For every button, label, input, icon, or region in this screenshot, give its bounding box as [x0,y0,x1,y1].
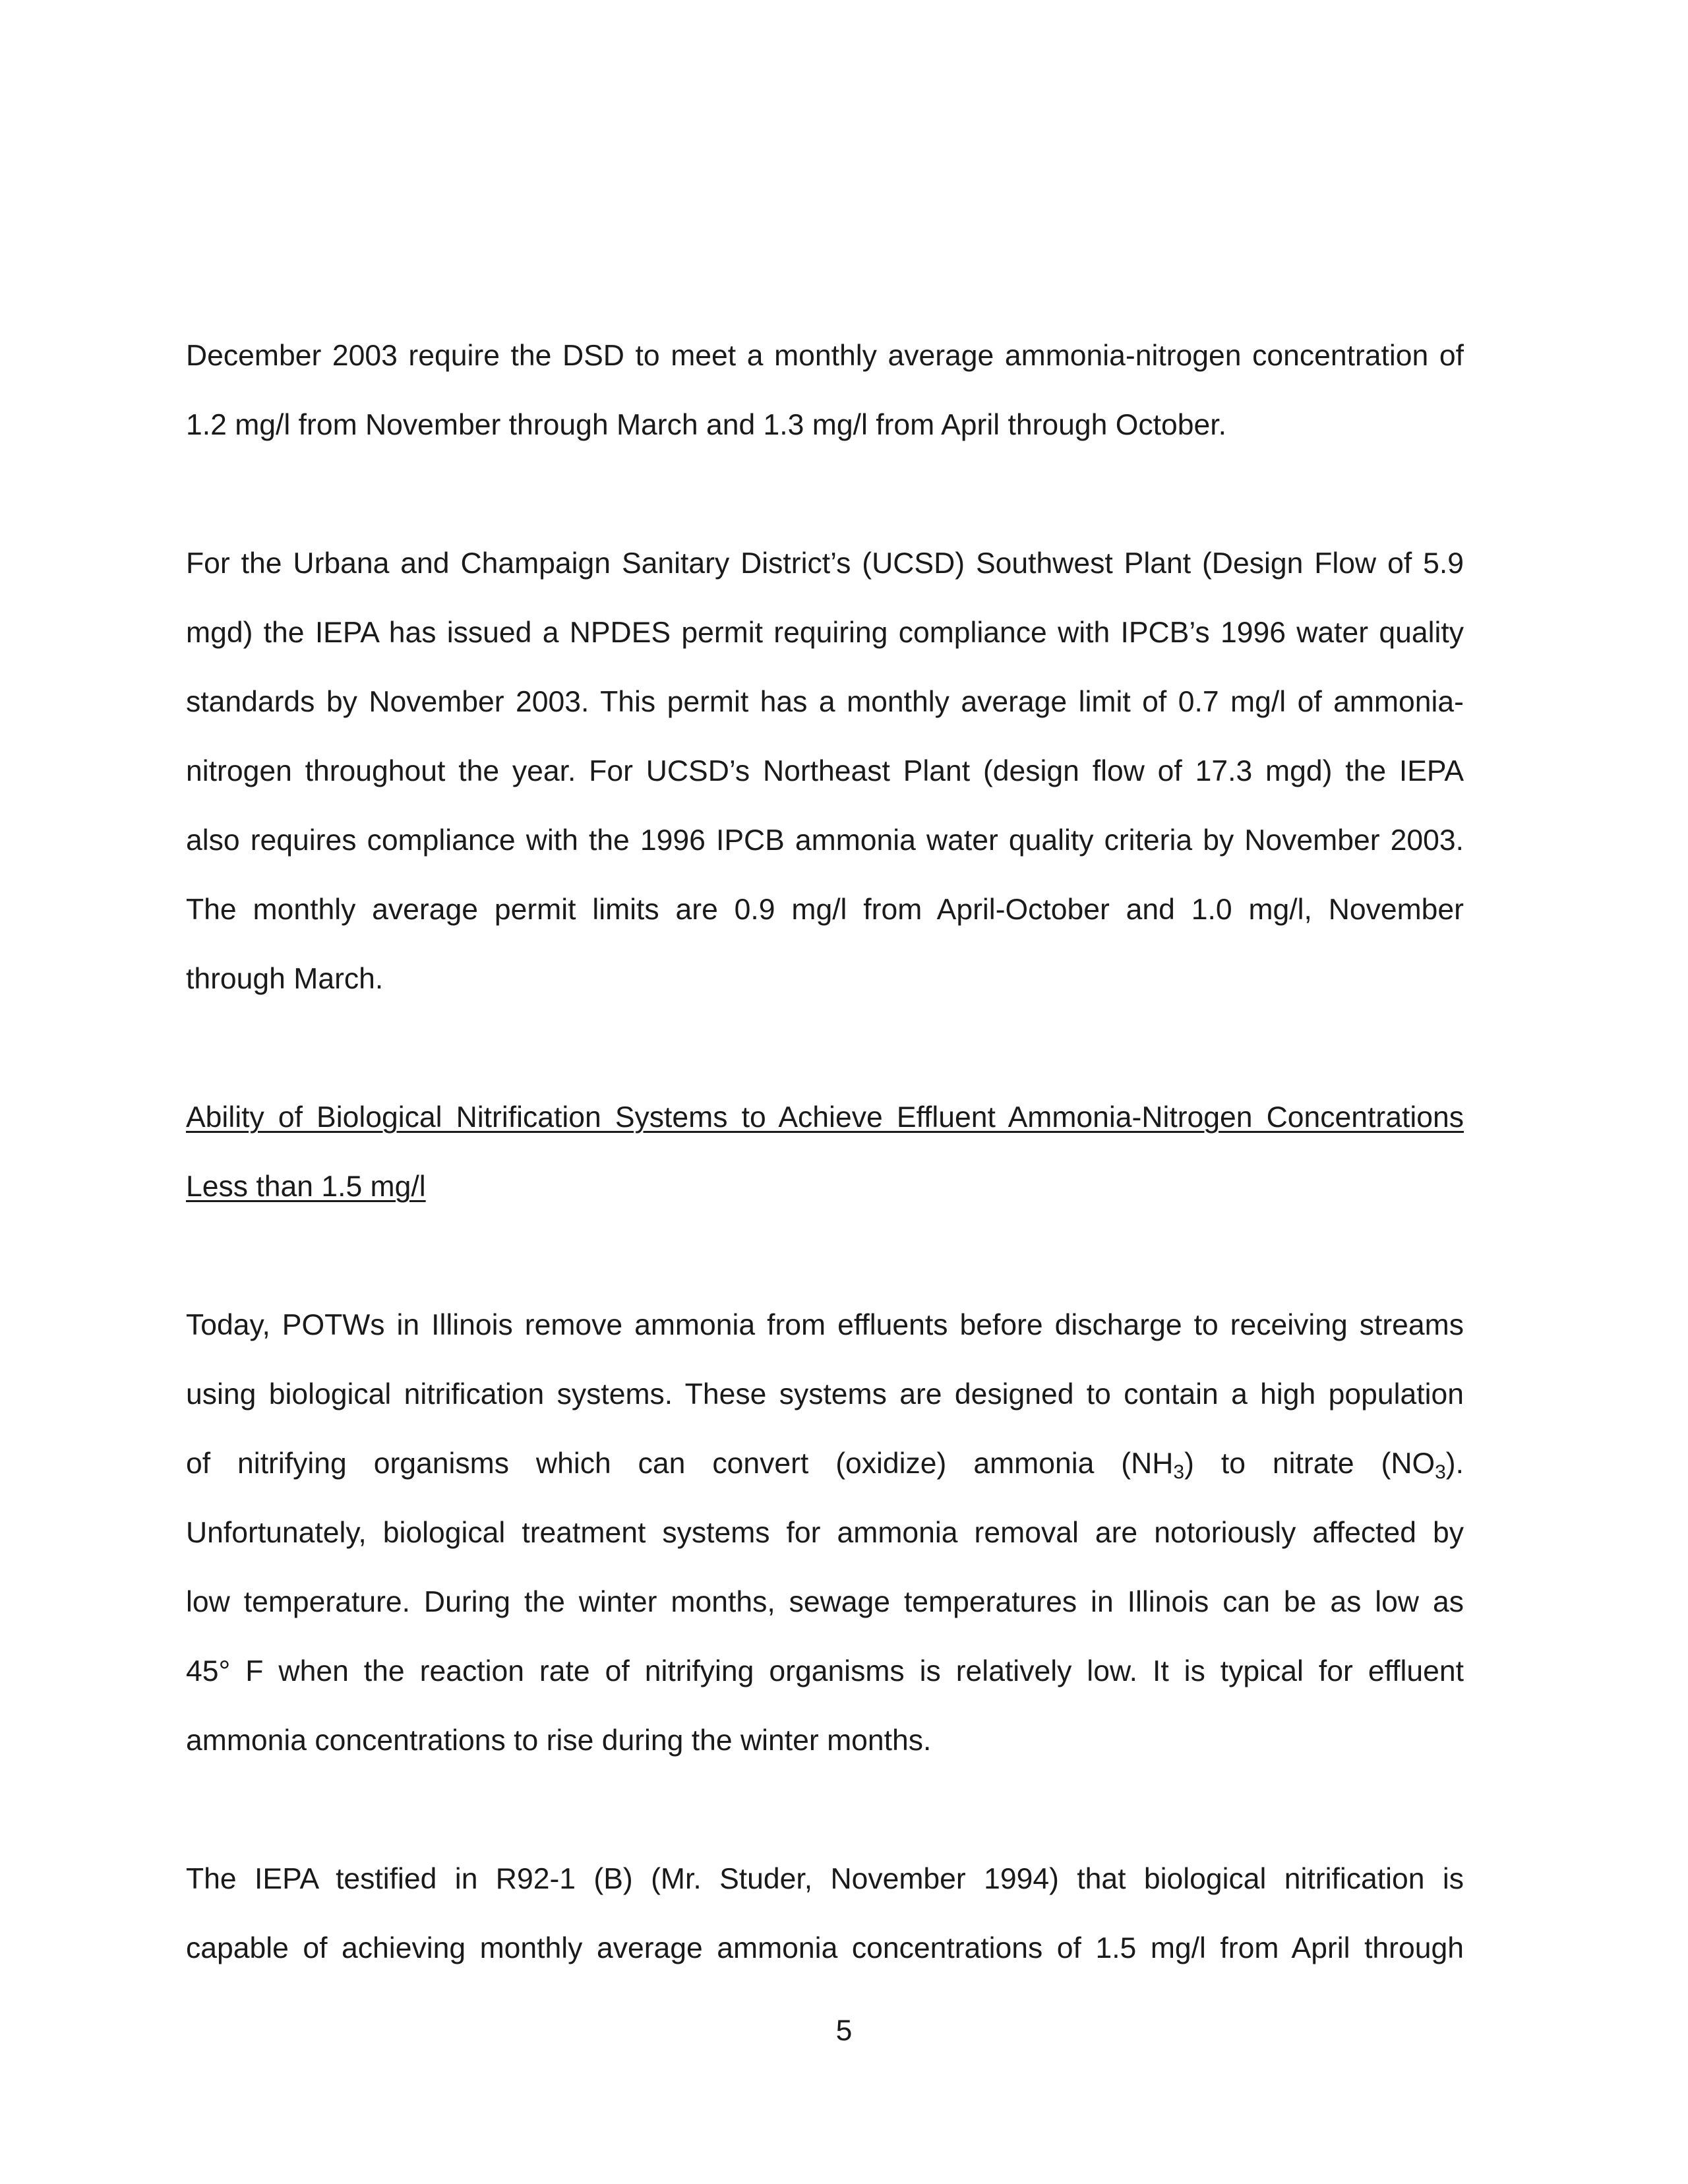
paragraph-3-line-5: low temperature. During the winter months, sewage temperatures in Illinois can be as low as [186,1586,1464,1618]
chem-text-after: ). [1445,1447,1464,1480]
paragraph-3-line-2: using biological nitrification systems. These systems are designed to contain a high population [186,1378,1464,1410]
paragraph-3-line-4: Unfortunately, biological treatment systems for ammonia removal are notoriously affected by [186,1517,1464,1549]
chem-text-before: of nitrifying organisms which can convert (oxidize) ammonia (NH [186,1447,1174,1480]
nitrate-subscript: 3 [1435,1461,1446,1483]
paragraph-3-line-1: Today, POTWs in Illinois remove ammonia from effluents before discharge to receiving streams [186,1309,1464,1341]
paragraph-3-line-6: 45° F when the reaction rate of nitrifying organisms is relatively low. It is typical for effluent [186,1655,1464,1687]
paragraph-2-line-4: nitrogen throughout the year. For UCSD’s Northeast Plant (design flow of 17.3 mgd) the IEPA [186,755,1464,787]
paragraph-2-line-2: mgd) the IEPA has issued a NPDES permit requiring compliance with IPCB’s 1996 water quality [186,617,1464,649]
paragraph-4-line-2: capable of achieving monthly average ammonia concentrations of 1.5 mg/l from April through [186,1932,1464,1964]
paragraph-1-line-2: 1.2 mg/l from November through March and 1.3 mg/l from April through October. [186,409,1226,441]
paragraph-1-line-1: December 2003 require the DSD to meet a monthly average ammonia-nitrogen concentration of [186,340,1464,372]
paragraph-2-line-6: The monthly average permit limits are 0.9 mg/l from April-October and 1.0 mg/l, November [186,894,1464,926]
paragraph-2-line-3: standards by November 2003. This permit has a monthly average limit of 0.7 mg/l of ammonia- [186,686,1464,718]
section-heading-line-2: Less than 1.5 mg/l [186,1170,426,1203]
paragraph-3-line-7: ammonia concentrations to rise during the winter months. [186,1724,932,1757]
page-number: 5 [835,2015,853,2047]
paragraph-2-line-7: through March. [186,963,384,995]
paragraph-3-line-3 [186,1444,1464,1484]
ammonia-subscript: 3 [1173,1461,1185,1483]
paragraph-4-line-1: The IEPA testified in R92-1 (B) (Mr. Studer, November 1994) that biological nitrification is [186,1863,1464,1895]
section-heading-line-1: Ability of Biological Nitrification Systems to Achieve Effluent Ammonia-Nitrogen Concentrations [186,1101,1464,1134]
chem-text-middle: ) to nitrate (NO [1184,1447,1435,1480]
paragraph-2-line-5: also requires compliance with the 1996 IPCB ammonia water quality criteria by November 2003. [186,824,1464,857]
paragraph-2-line-1: For the Urbana and Champaign Sanitary District’s (UCSD) Southwest Plant (Design Flow of 5.9 [186,547,1464,580]
